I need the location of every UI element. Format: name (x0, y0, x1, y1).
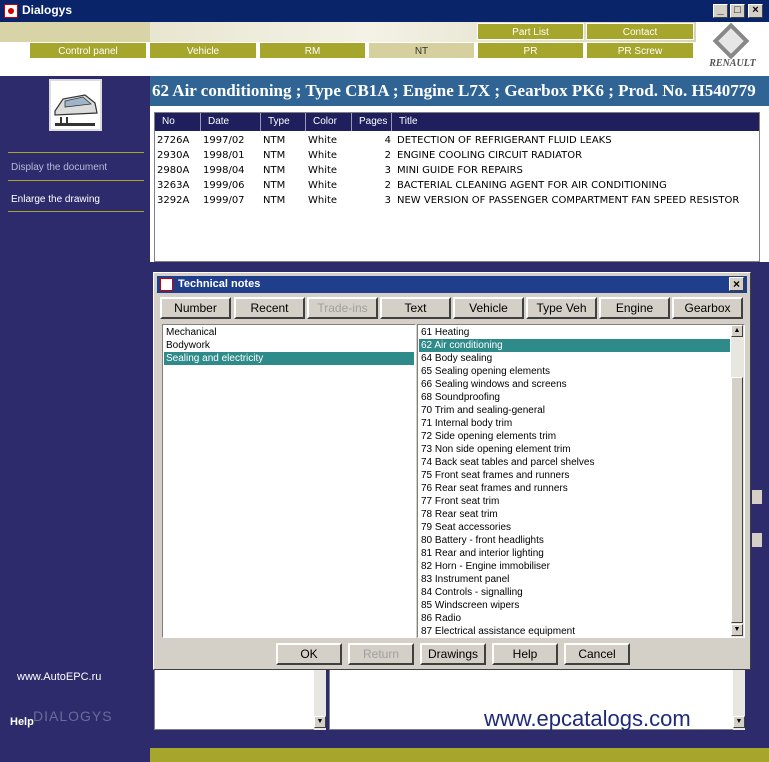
table-cell-color: White (308, 195, 338, 206)
renault-diamond-icon (713, 23, 750, 60)
tab-part-list[interactable]: Part List (477, 23, 584, 40)
scroll-down-icon[interactable]: ▼ (733, 716, 745, 728)
subsection-item[interactable]: 81 Rear and interior lighting (421, 548, 544, 559)
table-cell-color: White (308, 180, 338, 191)
subsection-item[interactable]: 62 Air conditioning (419, 339, 730, 352)
column-header-type[interactable]: Type (261, 113, 306, 131)
dialog-title-bar (157, 276, 747, 293)
table-cell-type: NTM (263, 135, 286, 146)
table-cell-no: 3292A (157, 195, 190, 206)
subsection-item[interactable]: 83 Instrument panel (421, 574, 510, 585)
subsection-item[interactable]: 68 Soundproofing (421, 392, 500, 403)
subsection-item[interactable]: 72 Side opening elements trim (421, 431, 557, 442)
lower-left-pane (154, 668, 326, 730)
subsection-item[interactable]: 70 Trim and sealing-general (421, 405, 545, 416)
document-header: 62 Air conditioning ; Type CB1A ; Engine L7X ; Gearbox PK6 ; Prod. No. H540779 (150, 76, 769, 106)
sidebar-divider (8, 211, 144, 212)
tab-contact[interactable]: Contact (586, 23, 694, 40)
window-title: Dialogys (22, 3, 73, 17)
subsection-item[interactable]: 66 Sealing windows and screens (421, 379, 567, 390)
tab-vehicle[interactable]: Vehicle (149, 42, 257, 59)
column-header-pages[interactable]: Pages (352, 113, 392, 131)
subsection-item[interactable]: 71 Internal body trim (421, 418, 513, 429)
autoepc-url: www.AutoEPC.ru (17, 671, 102, 683)
table-cell-color: White (308, 165, 338, 176)
table-row[interactable] (155, 193, 759, 208)
maximize-icon[interactable]: □ (730, 4, 745, 18)
table-cell-title: MINI GUIDE FOR REPAIRS (397, 165, 523, 176)
table-cell-pages: 2 (384, 180, 391, 191)
table-cell-no: 2930A (157, 150, 190, 161)
app-icon (4, 4, 18, 18)
subsection-item[interactable]: 76 Rear seat frames and runners (421, 483, 568, 494)
notes-table (154, 112, 760, 262)
category-list[interactable] (162, 324, 416, 638)
left-sidebar (0, 76, 150, 762)
table-cell-no: 2980A (157, 165, 190, 176)
column-header-color[interactable]: Color (306, 113, 352, 131)
subsection-item[interactable]: 65 Sealing opening elements (421, 366, 550, 377)
table-cell-no: 3263A (157, 180, 190, 191)
subsection-item[interactable]: 79 Seat accessories (421, 522, 512, 533)
help-link[interactable]: Help (10, 716, 34, 728)
tab-nt[interactable]: NT (368, 42, 475, 59)
table-cell-pages: 3 (384, 165, 391, 176)
table-header (155, 113, 759, 131)
subsection-list[interactable] (417, 324, 745, 638)
table-cell-title: NEW VERSION OF PASSENGER COMPARTMENT FAN SPEED RESISTOR (397, 195, 740, 206)
category-item[interactable]: Sealing and electricity (164, 352, 414, 365)
top-left-strip (0, 22, 150, 42)
type-veh-button[interactable]: Type Veh (526, 297, 597, 319)
table-cell-color: White (308, 135, 338, 146)
scroll-down-icon[interactable]: ▼ (314, 716, 326, 728)
column-header-no[interactable]: No (155, 113, 201, 131)
subsection-item[interactable]: 74 Back seat tables and parcel shelves (421, 457, 595, 468)
tab-rm[interactable]: RM (259, 42, 366, 59)
cancel-button[interactable]: Cancel (564, 643, 630, 665)
number-button[interactable]: Number (160, 297, 231, 319)
side-handle[interactable] (752, 533, 762, 547)
minimize-icon[interactable]: _ (713, 4, 728, 18)
table-cell-date: 1999/06 (203, 180, 245, 191)
brand-logo (696, 22, 769, 76)
tab-control-panel[interactable]: Control panel (29, 42, 147, 59)
brand-name: RENAULT (709, 58, 756, 69)
tab-pr[interactable]: PR (477, 42, 584, 59)
table-cell-type: NTM (263, 150, 286, 161)
return-button[interactable]: Return (348, 643, 414, 665)
recent-button[interactable]: Recent (234, 297, 305, 319)
gearbox-button[interactable]: Gearbox (672, 297, 743, 319)
technical-notes-dialog (153, 272, 751, 670)
close-icon[interactable]: × (729, 277, 744, 291)
scrollbar-thumb[interactable] (731, 377, 743, 623)
epcatalogs-url: www.epcatalogs.com (484, 706, 691, 731)
subsection-item[interactable]: 77 Front seat trim (421, 496, 500, 507)
scroll-up-icon[interactable]: ▲ (731, 325, 743, 337)
text-button[interactable]: Text (380, 297, 451, 319)
vehicle-button[interactable]: Vehicle (453, 297, 524, 319)
table-row[interactable] (155, 178, 759, 193)
table-cell-type: NTM (263, 180, 286, 191)
close-icon[interactable]: × (748, 4, 763, 18)
table-cell-title: BACTERIAL CLEANING AGENT FOR AIR CONDITIONING (397, 180, 667, 191)
category-item[interactable]: Bodywork (166, 340, 210, 351)
car-icon (49, 79, 102, 131)
subsection-item[interactable]: 73 Non side opening element trim (421, 444, 571, 455)
column-header-title[interactable]: Title (399, 116, 418, 127)
table-cell-pages: 4 (384, 135, 391, 146)
sidebar-divider (8, 152, 144, 153)
display-document-link[interactable]: Display the document (11, 162, 108, 173)
subsection-item[interactable]: 80 Battery - front headlights (421, 535, 544, 546)
subsection-item[interactable]: 78 Rear seat trim (421, 509, 498, 520)
ok-button[interactable]: OK (276, 643, 342, 665)
subsection-item[interactable]: 87 Electrical assistance equipment (421, 626, 575, 637)
tab-pr-screw[interactable]: PR Screw (586, 42, 694, 59)
enlarge-drawing-link[interactable]: Enlarge the drawing (11, 194, 100, 205)
table-cell-title: ENGINE COOLING CIRCUIT RADIATOR (397, 150, 583, 161)
window-title-bar (0, 0, 769, 22)
table-cell-pages: 3 (384, 195, 391, 206)
table-cell-date: 1998/04 (203, 165, 245, 176)
subsection-item[interactable]: 64 Body sealing (421, 353, 493, 364)
table-cell-title: DETECTION OF REFRIGERANT FLUID LEAKS (397, 135, 612, 146)
scroll-down-icon[interactable]: ▼ (731, 624, 743, 636)
subsection-item[interactable]: 84 Controls - signalling (421, 587, 523, 598)
subsection-item[interactable]: 85 Windscreen wipers (421, 600, 520, 611)
side-handle[interactable] (752, 490, 762, 504)
subsection-item[interactable]: 86 Radio (421, 613, 462, 624)
engine-button[interactable]: Engine (599, 297, 670, 319)
table-row[interactable] (155, 148, 759, 163)
trade-ins-button[interactable]: Trade-ins (307, 297, 378, 319)
table-cell-no: 2726A (157, 135, 190, 146)
table-cell-color: White (308, 150, 338, 161)
table-cell-type: NTM (263, 195, 286, 206)
table-row[interactable] (155, 163, 759, 178)
table-cell-type: NTM (263, 165, 286, 176)
subsection-item[interactable]: 61 Heating (421, 327, 470, 338)
app-icon (160, 278, 173, 291)
dialog-title: Technical notes (178, 278, 261, 290)
table-cell-date: 1997/02 (203, 135, 245, 146)
subsection-scrollbar[interactable] (731, 325, 744, 637)
bottom-bar (150, 748, 769, 762)
help-button[interactable]: Help (492, 643, 558, 665)
dialogys-watermark: DIALOGYS (33, 708, 113, 724)
category-item[interactable]: Mechanical (166, 327, 217, 338)
table-row[interactable] (155, 133, 759, 148)
table-cell-date: 1999/07 (203, 195, 245, 206)
top-navigation (0, 22, 769, 76)
table-cell-date: 1998/01 (203, 150, 245, 161)
subsection-item[interactable]: 75 Front seat frames and runners (421, 470, 570, 481)
sidebar-divider (8, 180, 144, 181)
drawings-button[interactable]: Drawings (420, 643, 486, 665)
subsection-item[interactable]: 82 Horn - Engine immobiliser (421, 561, 550, 572)
table-cell-pages: 2 (384, 150, 391, 161)
column-header-date[interactable]: Date (201, 113, 261, 131)
